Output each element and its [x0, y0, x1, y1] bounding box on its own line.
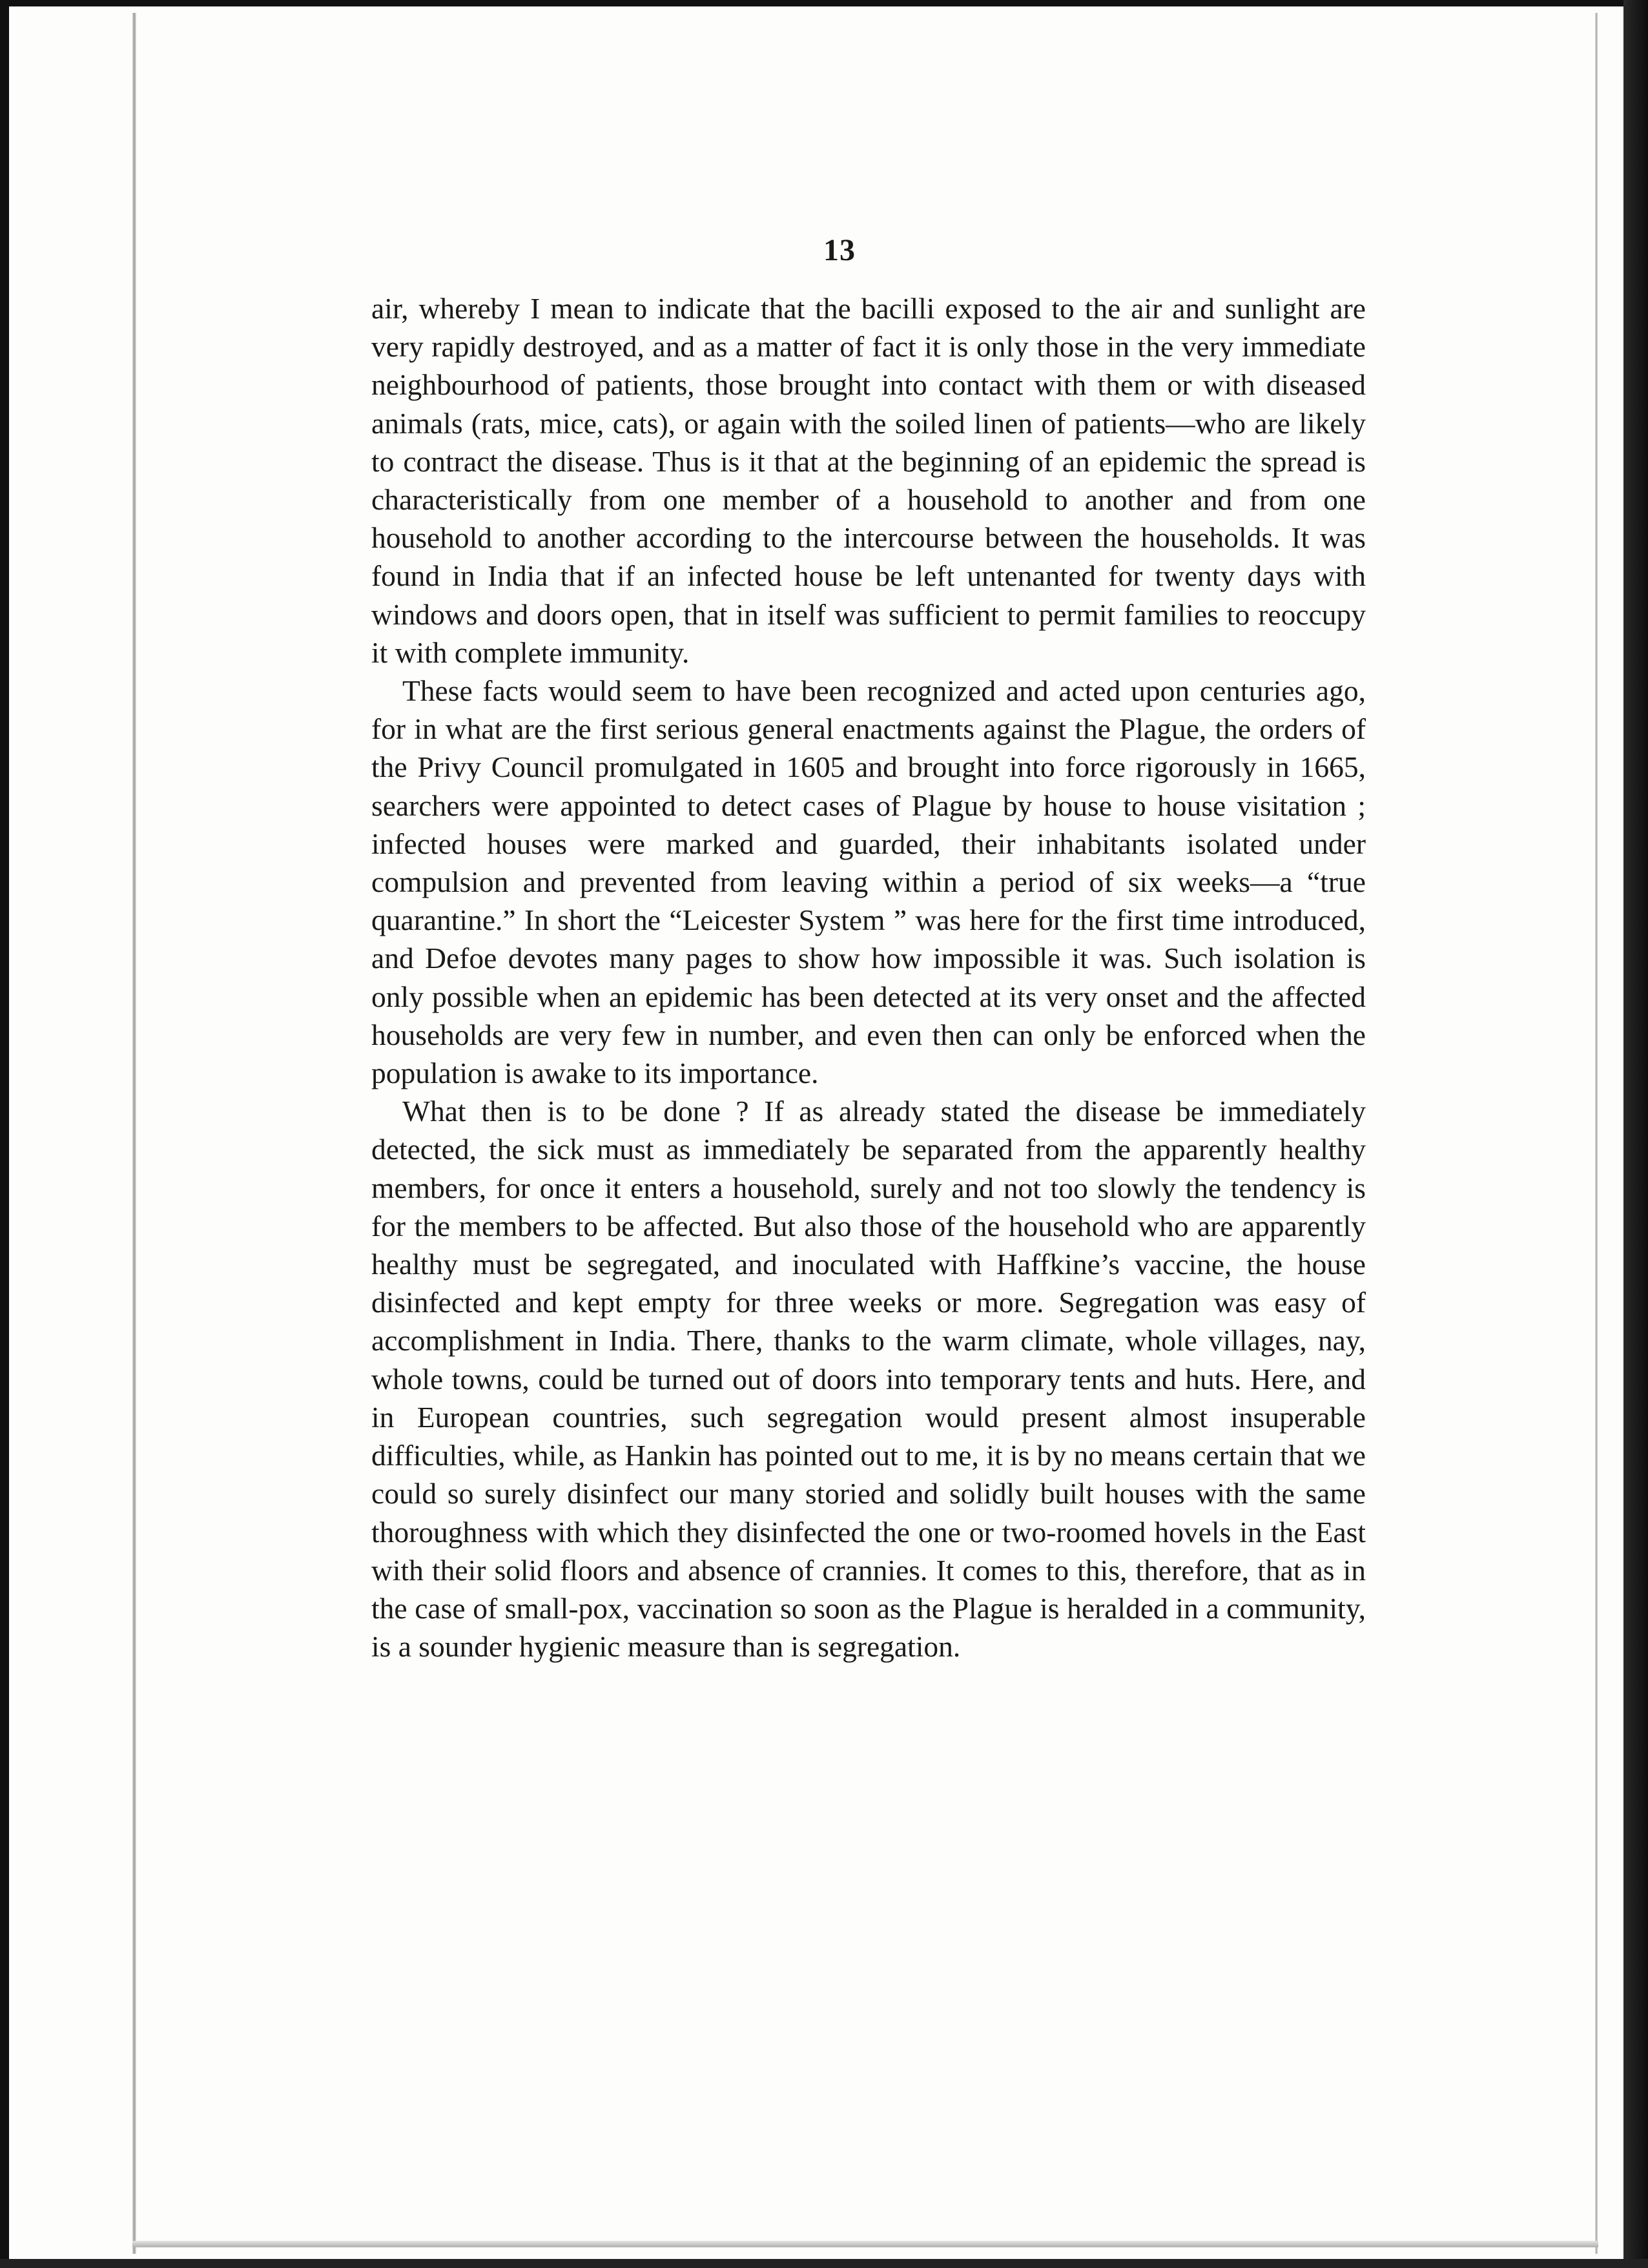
page-number: 13: [823, 233, 856, 267]
scan-border-bottom: [0, 2259, 1648, 2268]
scan-border-left: [0, 0, 9, 2268]
page-gutter-edge: [132, 13, 136, 2254]
scan-border-top: [0, 0, 1648, 6]
page-right-edge: [1595, 13, 1598, 2254]
body-text: [371, 289, 1366, 1665]
scan-border-right: [1623, 0, 1648, 2268]
paragraph-continued: air, whereby I mean to indicate that the bacilli exposed to the air and sunlight are very rapidly destroyed, and as a matter of fact it is only those in the very immediate neighbourhood of patients, those brought into contact with them or with diseased animals (rats, mice, cats), or again with the soiled linen of patients—who are likely to contract the disease. Thus is it that at the beginning of an epidemic the spread is characteristically from one member of a household to another and from one household to another according to the intercourse between the households. It was found in India that if an infected house be left untenanted for twenty days with windows and doors open, that in itself was sufficient to permit families to reoccupy it with complete immunity.: [371, 292, 1366, 669]
paragraph-what-then: What then is to be done ? If as already stated the disease be immediately detected, the sick must as immediately be separated from the apparently healthy members, for once it enters a household, surely and not too slowly the tendency is for the members to be affected. But also those of the household who are apparently healthy must be segregated, and inoculated with Haffkine’s vaccine, the house disinfected and kept empty for three weeks or more. Segregation was easy of accomplishment in India. There, thanks to the warm climate, whole villages, nay, whole towns, could be turned out of doors into temporary tents and huts. Here, and in European countries, such segregation would present almost insuperable difficulties, while, as Hankin has pointed out to me, it is by no means certain that we could so surely disinfect our many storied and solidly built houses with the same thoroughness with which they disinfected the one or two-roomed hovels in the East with their solid floors and absence of crannies. It comes to this, therefore, that as in the case of small-pox, vaccination so soon as the Plague is heralded in a community, is a sounder hygienic measure than is segregation.: [371, 1095, 1366, 1664]
paragraph-historical-enactments: These facts would seem to have been recognized and acted upon centuries ago, for in what are the first serious general enactments against the Plague, the orders of the Privy Council promulgated in 1605 and brought into force rigorously in 1665, searchers were appointed to detect cases of Plague by house to house visitation ; infected houses were marked and guarded, their inhabitants isolated under compulsion and prevented from leaving within a period of six weeks—a “true quarantine.” In short the “Leicester System ” was here for the first time introduced, and Defoe devotes many pages to show how impossible it was. Such isolation is only possible when an epidemic has been detected at its very onset and the affected households are very few in number, and even then can only be enforced when the population is awake to its importance.: [371, 674, 1366, 1090]
page-bottom-edge: [132, 2241, 1598, 2247]
